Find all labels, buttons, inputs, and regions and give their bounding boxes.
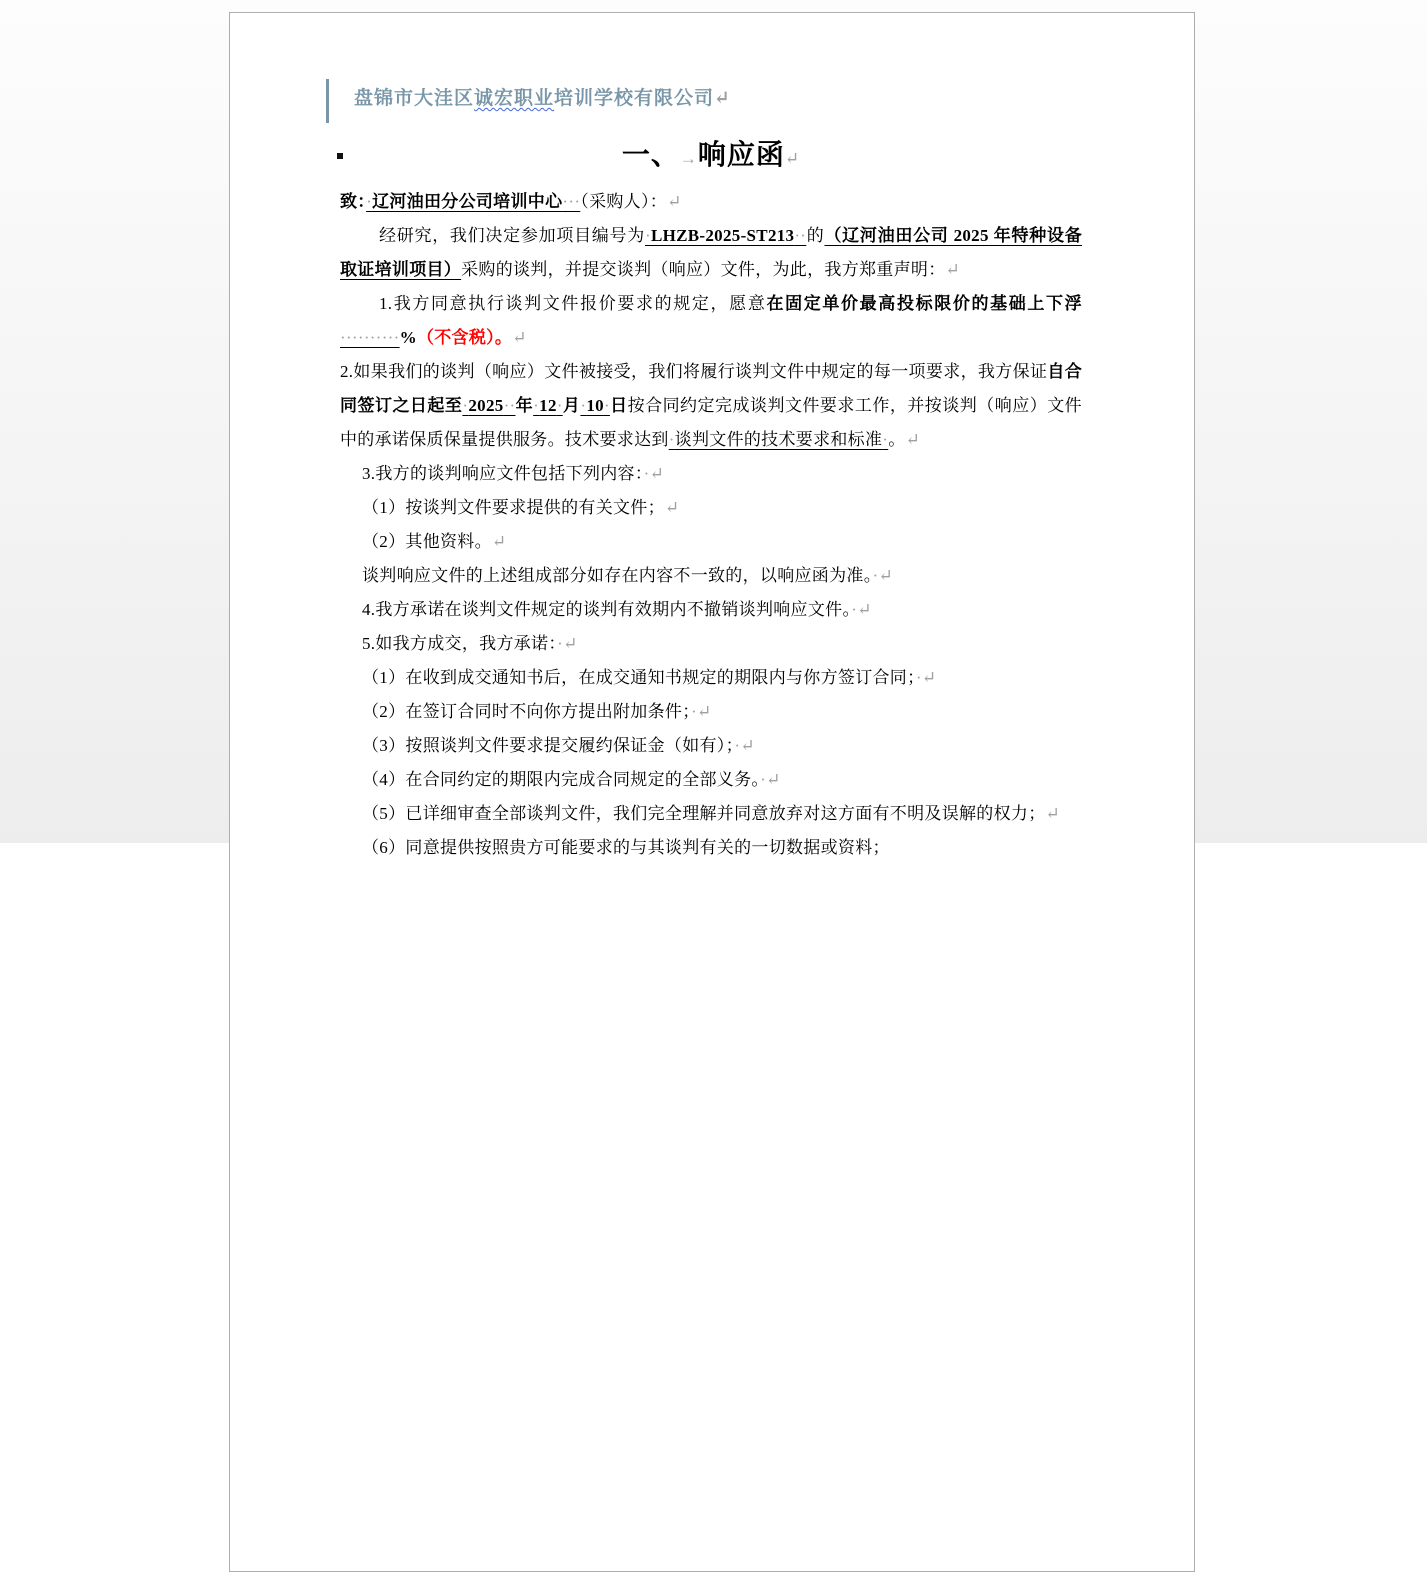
- paragraph-item-3-sub-1: （1）按谈判文件要求提供的有关文件；↵: [362, 498, 680, 517]
- paragraph-item-5-sub-2: （2）在签订合同时不向你方提出附加条件；·↵: [362, 702, 712, 721]
- paragraph-item-5-sub-6: （6）同意提供按照贵方可能要求的与其谈判有关的一切数据或资料；: [362, 838, 890, 857]
- paragraph-intro: 经研究，我们决定参加项目编号为·LHZB-2025-ST213··的（辽河油田公司 2025 年特种设备取证培训项目）采购的谈判，并提交谈判（响应）文件，为此，我方郑重声明：↵: [340, 226, 1082, 279]
- paragraph-item-5-sub-5: （5）已详细审查全部谈判文件，我们完全理解并同意放弃对这方面有不明及误解的权力；↵: [362, 804, 1061, 823]
- letterhead-company-name: 盘锦市大洼区诚宏职业培训学校有限公司↵: [354, 88, 731, 109]
- paragraph-item-2: 2.如果我们的谈判（响应）文件被接受，我们将履行谈判文件中规定的每一项要求，我方保证自合同签订之日起至·2025··年·12·月·10·日按合同约定完成谈判文件要求工作，并按谈判（响应）文件中的承诺保质保量提供服务。技术要求达到·谈判文件的技术要求和标准·。↵: [340, 362, 1082, 449]
- paragraph-item-3-sub-2: （2）其他资料。↵: [362, 532, 507, 551]
- paragraph-item-3: 3.我方的谈判响应文件包括下列内容：·↵: [362, 464, 665, 483]
- paragraph-item-4: 4.我方承诺在谈判文件规定的谈判有效期内不撤销谈判响应文件。·↵: [362, 600, 872, 619]
- paragraph-salutation: 致：·辽河油田分公司培训中心···（采购人）：↵: [340, 192, 682, 211]
- document-page: [229, 12, 1195, 1572]
- paragraph-item-5-sub-3: （3）按照谈判文件要求提交履约保证金（如有）；·↵: [362, 736, 755, 755]
- paragraph-item-5: 5.如我方成交，我方承诺：·↵: [362, 634, 578, 653]
- page-content: [340, 13, 1082, 865]
- paragraph-item-3-note: 谈判响应文件的上述组成部分如存在内容不一致的，以响应函为准。·↵: [362, 566, 894, 585]
- paragraph-item-5-sub-4: （4）在合同约定的期限内完成合同规定的全部义务。·↵: [362, 770, 781, 789]
- paragraph-item-5-sub-1: （1）在收到成交通知书后，在成交通知书规定的期限内与你方签订合同；·↵: [362, 668, 937, 687]
- paragraph-item-1: 1.我方同意执行谈判文件报价要求的规定，愿意在固定单价最高投标限价的基础上下浮··········%（不含税）。↵: [340, 294, 1082, 347]
- document-title: 一、→响应函↵: [621, 140, 801, 171]
- letterhead-accent-bar: [326, 79, 329, 123]
